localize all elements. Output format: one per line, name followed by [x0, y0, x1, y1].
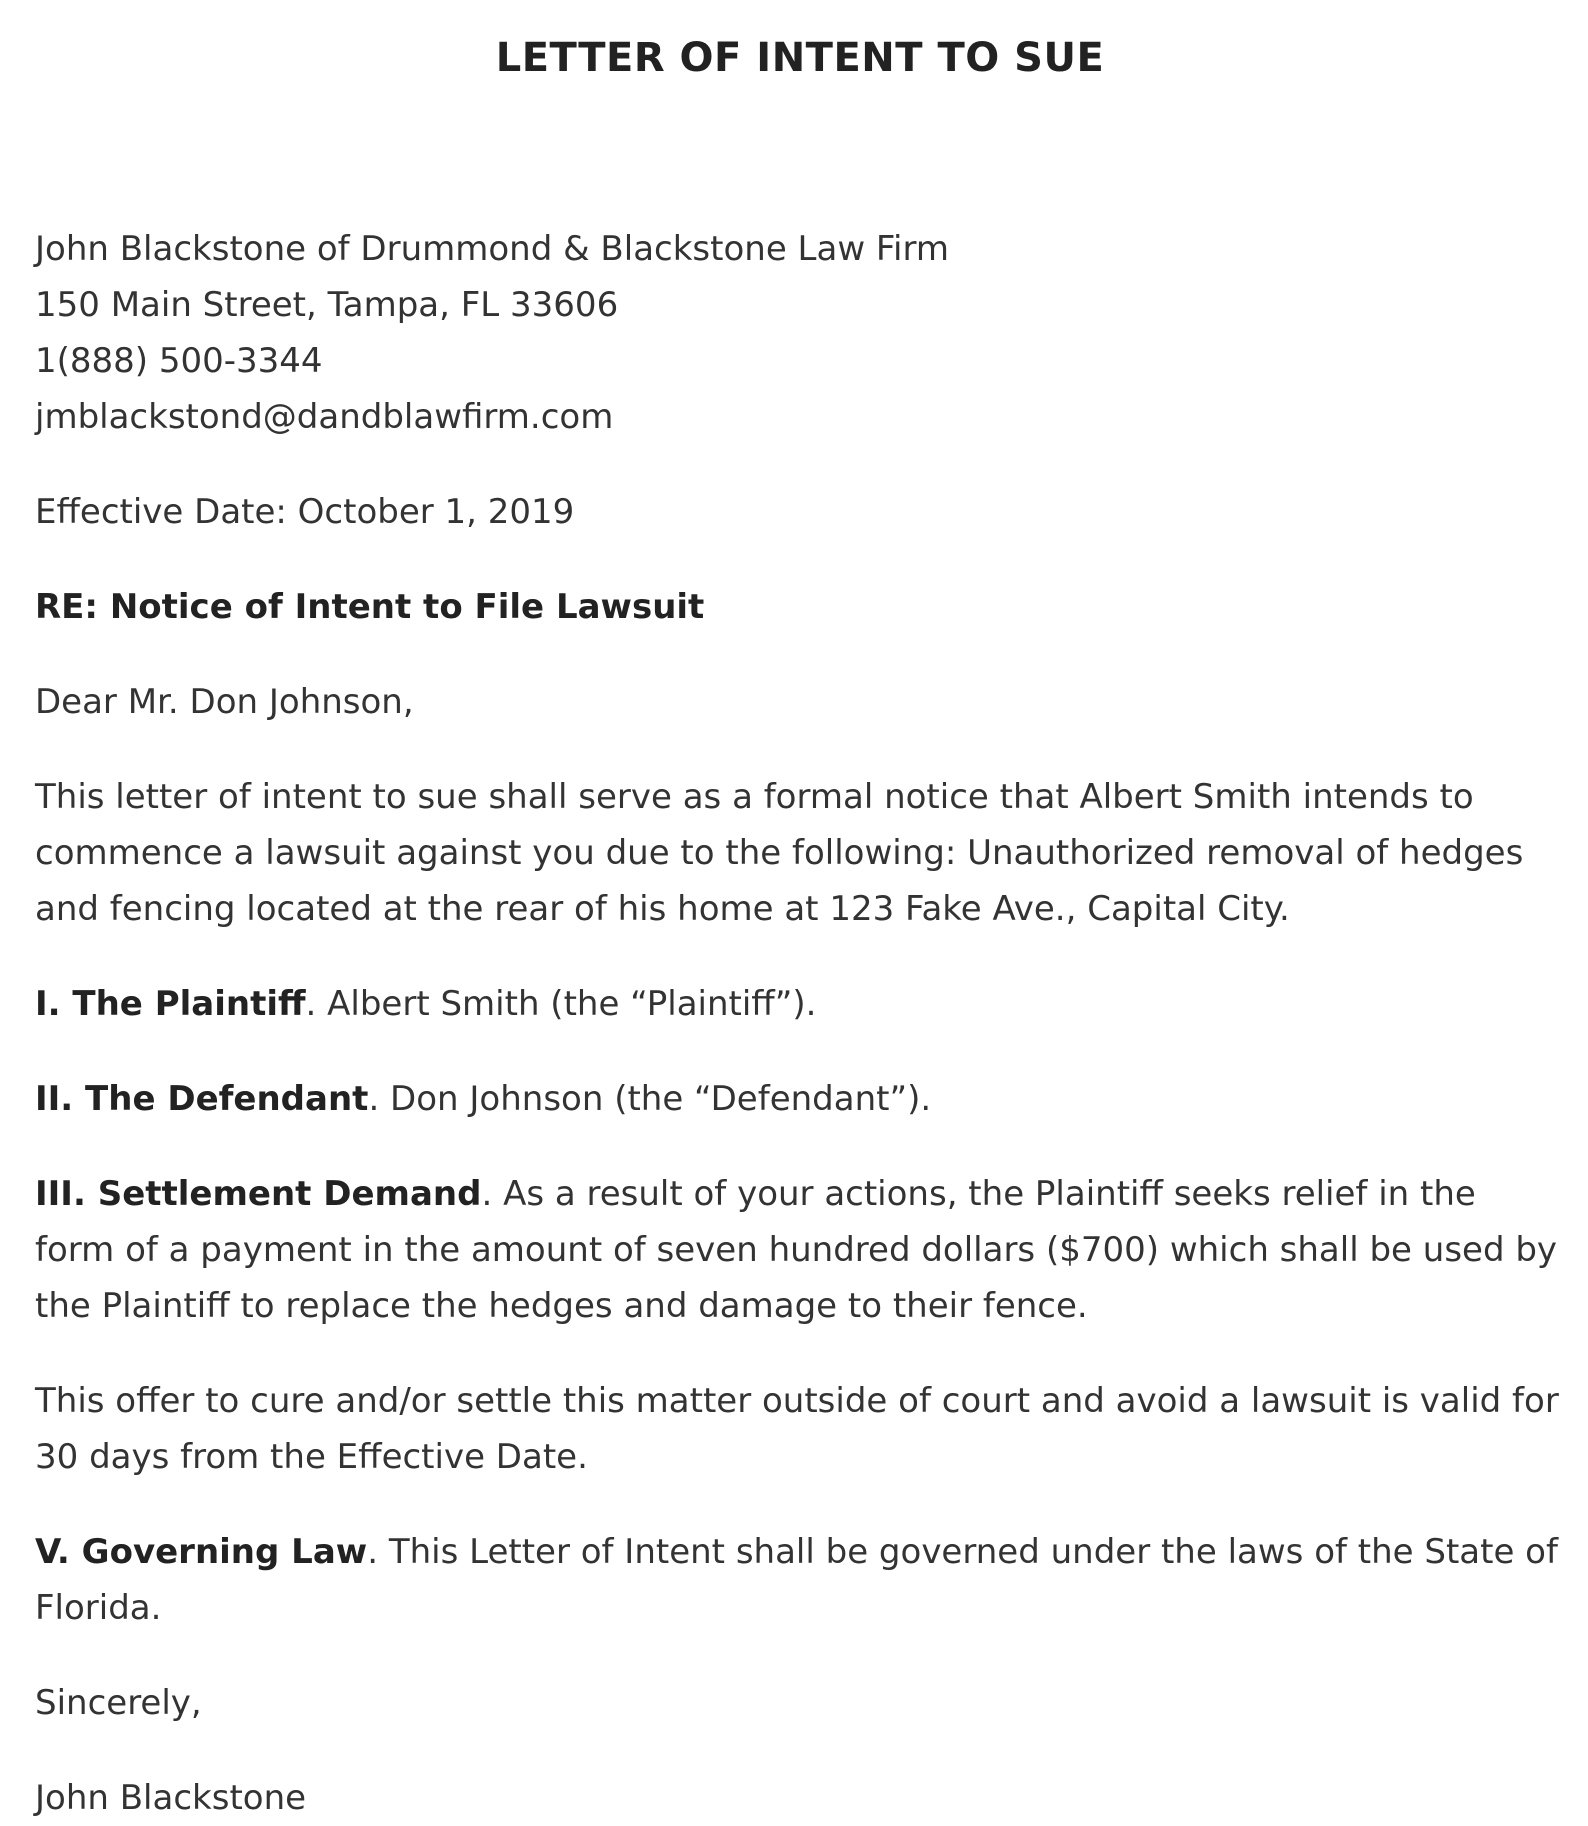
sender-name-line: John Blackstone of Drummond & Blackstone Law Firm [35, 229, 949, 269]
letter-title: LETTER OF INTENT TO SUE [495, 35, 1105, 81]
settlement-heading: III. Settlement Demand [35, 1174, 482, 1214]
sender-email: jmblackstond@dandblawfirm.com [35, 397, 614, 437]
plaintiff-section [35, 976, 1565, 1032]
effective-date: Effective Date: October 1, 2019 [35, 492, 575, 532]
sender-phone: 1(888) 500-3344 [35, 341, 323, 381]
letter-document [35, 28, 1565, 1826]
governing-law-heading: V. Governing Law [35, 1532, 368, 1572]
governing-law-text: . This Letter of Intent shall be governed under the laws of the State of Florida. [35, 1532, 1558, 1628]
closing: Sincerely, [35, 1683, 202, 1723]
defendant-heading: II. The Defendant [35, 1079, 369, 1119]
re-line: RE: Notice of Intent to File Lawsuit [35, 587, 705, 627]
settlement-section [35, 1166, 1565, 1334]
settlement-text: . As a result of your actions, the Plaintiff seeks relief in the form of a payment in the amount of seven hundred dollars ($700) which shall be used by the Plaintiff to replace the hedges and damage to their fence. [35, 1174, 1558, 1326]
plaintiff-heading: I. The Plaintiff [35, 984, 306, 1024]
offer-paragraph: This offer to cure and/or settle this matter outside of court and avoid a lawsuit is valid for 30 days from the Effective Date. [35, 1381, 1559, 1477]
plaintiff-text: . Albert Smith (the “Plaintiff”). [305, 984, 817, 1024]
sender-address: 150 Main Street, Tampa, FL 33606 [35, 285, 619, 325]
intro-paragraph: This letter of intent to sue shall serve as a formal notice that Albert Smith intends to commence a lawsuit against you due to the following: Unauthorized removal of hedges and fencing located at the rear of his home at 123 Fake Ave., Capital City. [35, 777, 1524, 929]
governing-law-section [35, 1524, 1565, 1636]
defendant-section [35, 1071, 1565, 1127]
salutation: Dear Mr. Don Johnson, [35, 682, 414, 722]
signature-name: John Blackstone [35, 1778, 307, 1818]
sender-block [35, 221, 1565, 445]
defendant-text: . Don Johnson (the “Defendant”). [368, 1079, 932, 1119]
